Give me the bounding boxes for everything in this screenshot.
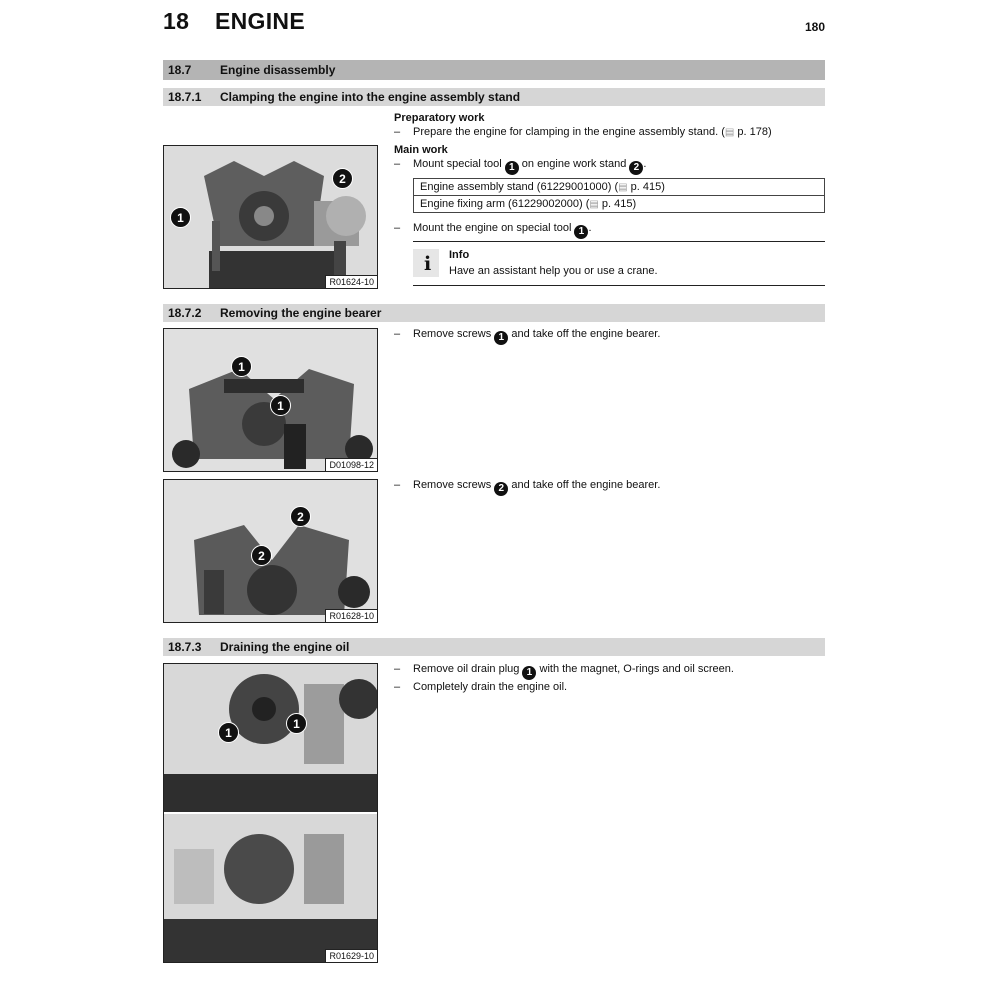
step-mount-engine: – Mount the engine on special tool 1 . [394,222,592,237]
info-title: Info [449,249,470,261]
callout-1: 1 [522,666,536,680]
callout-2: 2 [290,506,311,527]
main-work-heading: Main work [394,144,448,156]
preparatory-heading: Preparatory work [394,112,485,124]
figure-id: R01628-10 [325,609,377,622]
figure-id: R01624-10 [325,275,377,288]
callout-1: 1 [218,722,239,743]
step-remove-screws-2: – Remove screws 2 and take off the engine bearer. [394,479,661,494]
section-title: Engine disassembly [220,63,336,77]
callout-1: 1 [494,331,508,345]
info-icon: i [413,249,439,277]
prep-step: – Prepare the engine for clamping in the engine assembly stand. (▤ p. 178) [394,126,772,138]
book-reference-icon: ▤ [589,199,599,210]
callout-2: 2 [494,482,508,496]
callout-2: 2 [332,168,353,189]
callout-1: 1 [231,356,252,377]
info-divider [413,241,825,242]
tool-cell: Engine fixing arm (61229002000) (▤ p. 415) [414,196,825,213]
callout-2: 2 [251,545,272,566]
step-mount-tool: – Mount special tool 1 on engine work stand 2 . [394,158,647,173]
subsection-number: 18.7.1 [168,90,202,104]
engine-stand-illustration [164,146,378,289]
figure-id: R01629-10 [325,949,377,962]
step-remove-screws-1: – Remove screws 1 and take off the engine bearer. [394,328,661,343]
figure-engine-bearer-1 [163,328,378,472]
subsection-heading-2 [163,304,825,322]
callout-1: 1 [574,225,588,239]
section-heading [163,60,825,80]
callout-1: 1 [505,161,519,175]
subsection-title: Removing the engine bearer [220,306,382,320]
figure-engine-on-stand [163,145,378,289]
info-divider [413,285,825,286]
subsection-number: 18.7.3 [168,640,202,654]
figure-id: D01098-12 [325,458,377,471]
page-number: 180 [804,20,825,34]
chapter-number: 18 [163,8,190,34]
chapter-title [163,8,305,35]
table-row [414,179,825,196]
callout-1: 1 [286,713,307,734]
oil-drain-illustration [164,664,378,963]
subsection-number: 18.7.2 [168,306,202,320]
subsection-heading-1 [163,88,825,106]
subsection-heading-3 [163,638,825,656]
tool-cell: Engine assembly stand (61229001000) (▤ p. 415) [414,179,825,196]
subsection-title: Clamping the engine into the engine assembly stand [220,90,521,104]
section-number: 18.7 [168,63,192,77]
figure-drain-oil [163,663,378,963]
figure-engine-bearer-2 [163,479,378,623]
book-reference-icon: ▤ [618,182,628,193]
subsection-title: Draining the engine oil [220,640,350,654]
callout-2: 2 [629,161,643,175]
table-row [414,196,825,213]
special-tools-table [413,178,825,213]
chapter-name: ENGINE [215,8,305,34]
callout-1: 1 [270,395,291,416]
step-drain-oil: – Completely drain the engine oil. [394,681,568,693]
step-remove-drain-plug: – Remove oil drain plug 1 with the magnet, O-rings and oil screen. [394,663,734,678]
info-text: Have an assistant help you or use a crane. [449,265,658,277]
book-reference-icon: ▤ [724,127,735,138]
callout-1: 1 [170,207,191,228]
